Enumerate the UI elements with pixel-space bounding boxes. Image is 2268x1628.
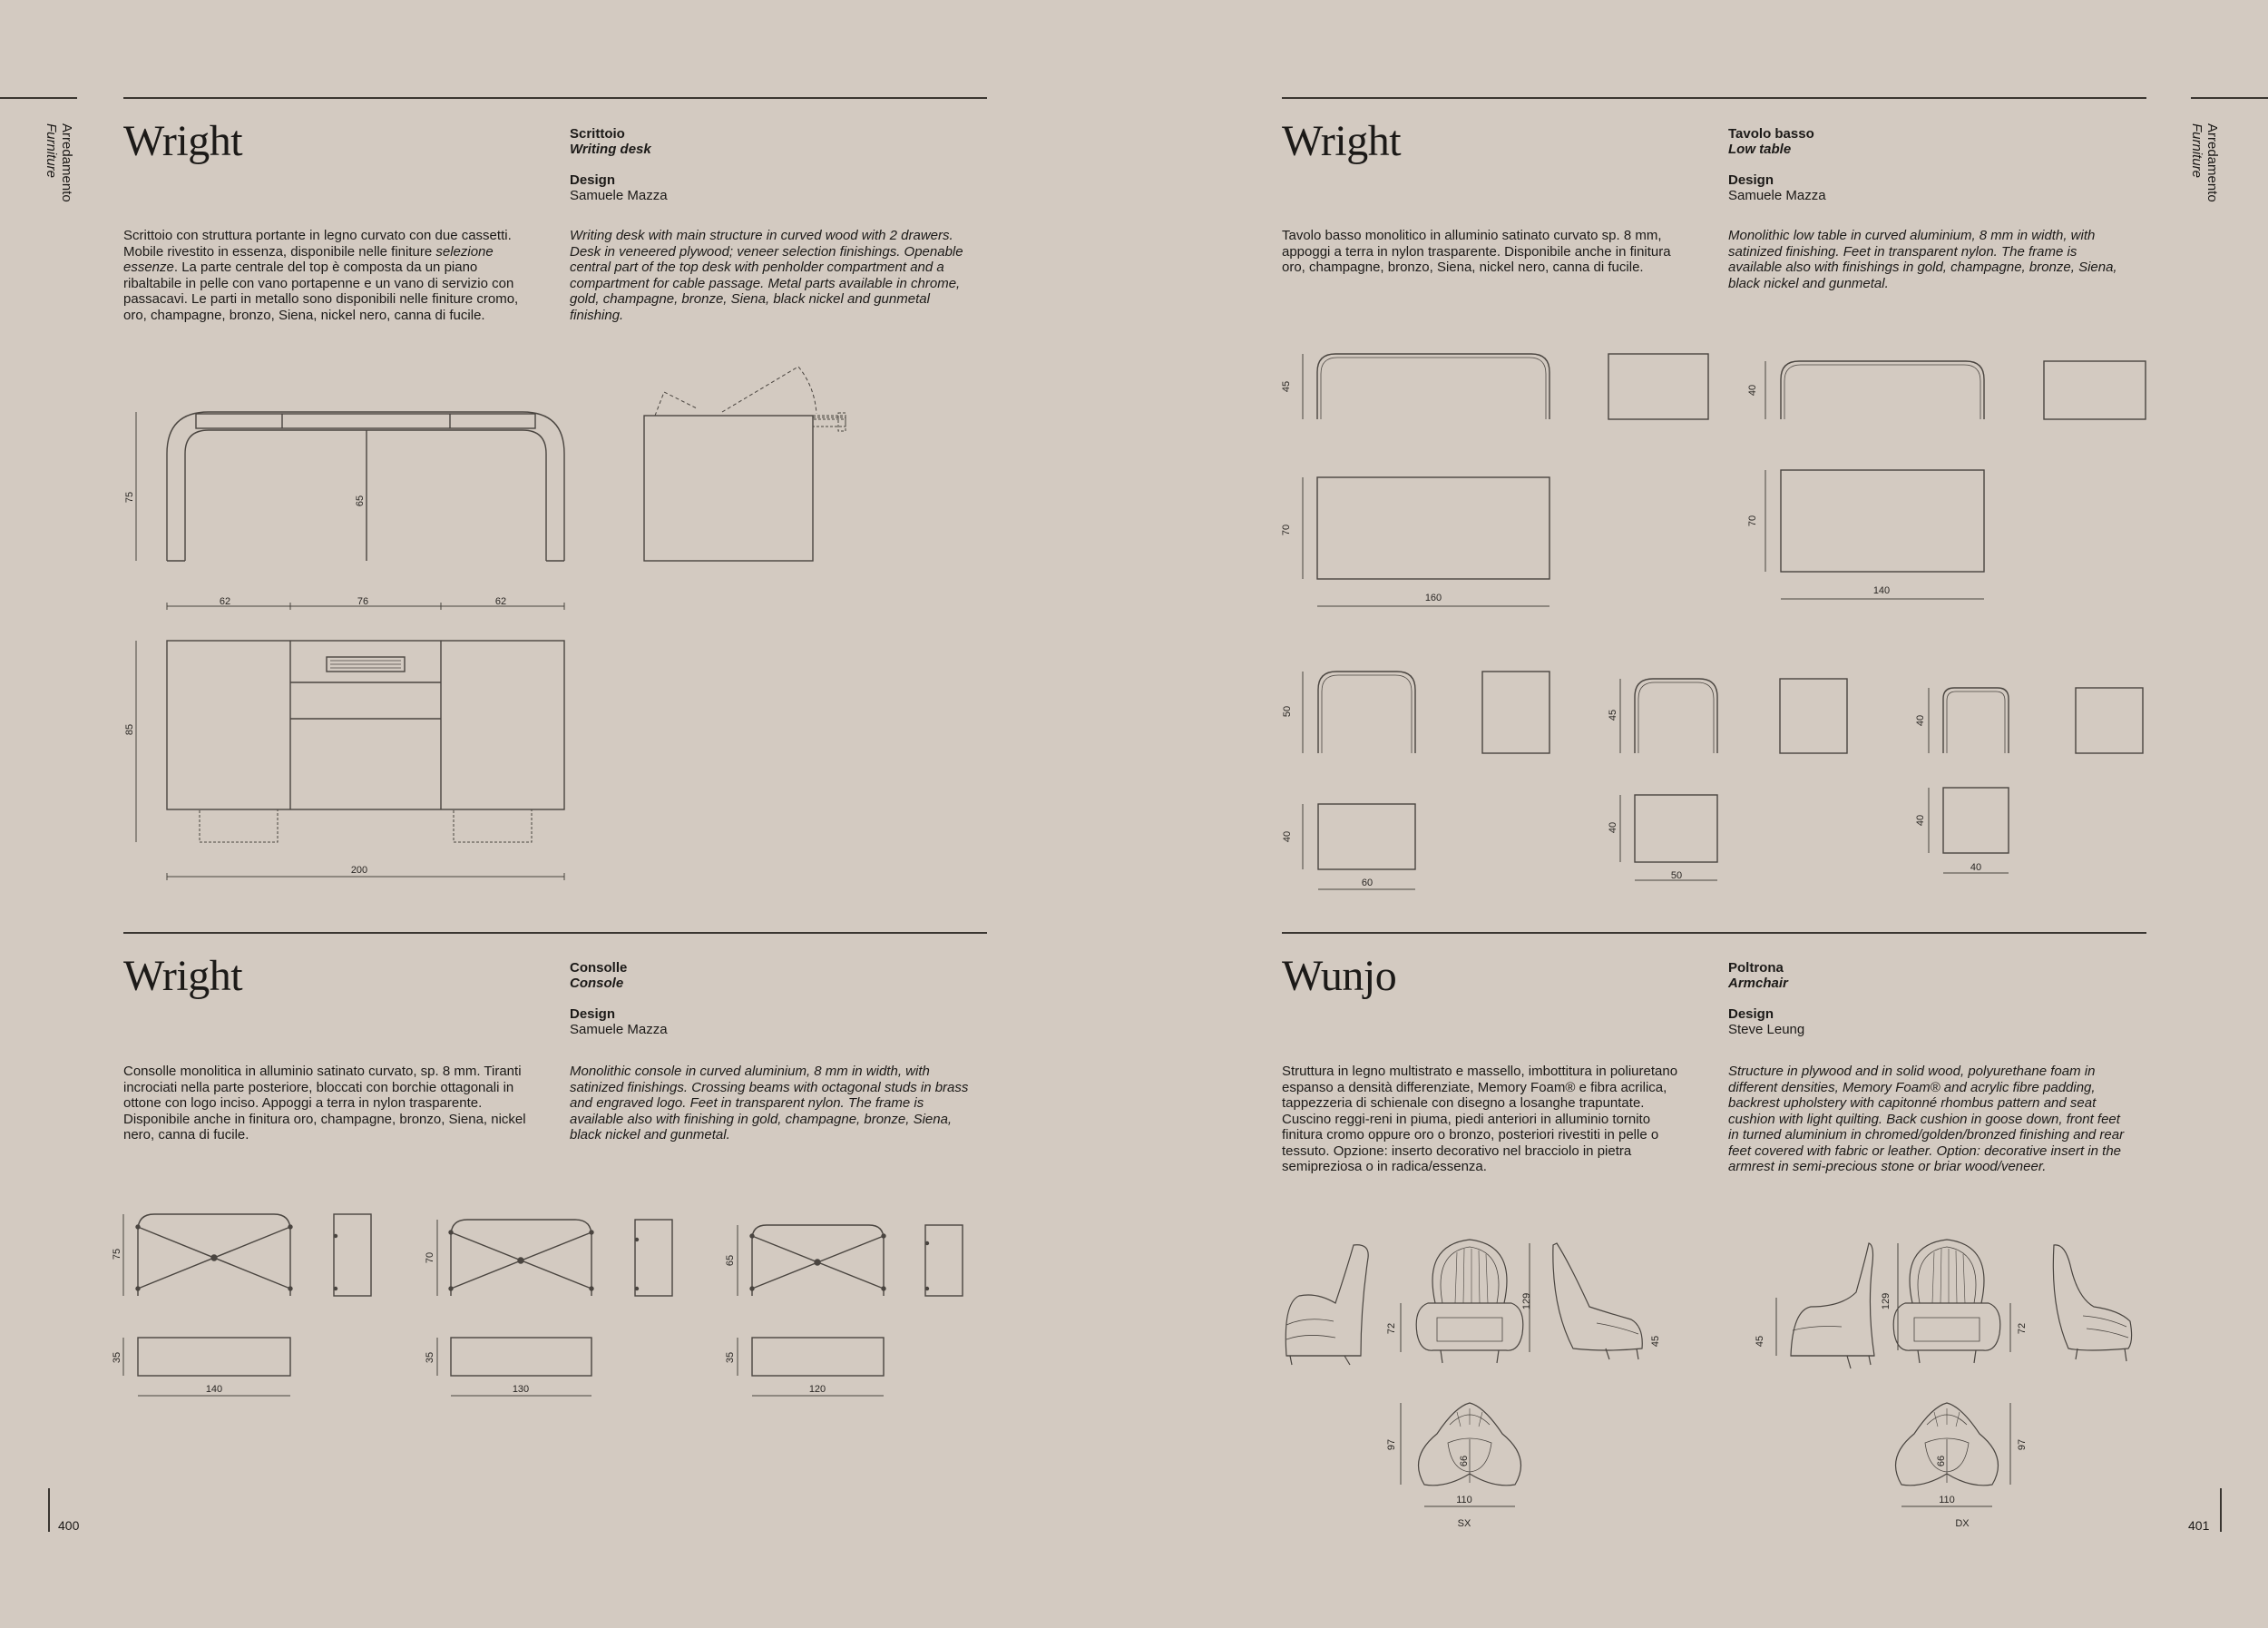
- desk-title: Wright: [123, 117, 243, 165]
- armchair-type-it: Poltrona: [1728, 960, 1784, 976]
- console-dim-a-h: 75: [112, 1248, 122, 1260]
- lowtable-dim-a-d: 70: [1281, 524, 1292, 536]
- lowtable-dim-a-h: 45: [1281, 380, 1292, 393]
- armchair-dx-drawings: [1776, 1240, 2132, 1506]
- side-label-it: Arredamento: [2204, 123, 2220, 202]
- console-dim-c-w: 120: [808, 1384, 826, 1395]
- console-dim-a-w: 140: [205, 1384, 223, 1395]
- desk-desc-it-b: . La parte centrale del top è composta da un piano ribaltabile in pelle con vano portapenne e un vano di servizio con passacavi. Le parti in metallo sono disponibili nelle finiture cromo, oro, champagne, bronzo, Siena, nickel nero, canna di fucile.: [123, 260, 519, 323]
- desk-desc-it-a: Scrittoio con struttura portante in legno curvato con due cassetti. Mobile rivestito in essenza, disponibile nelle finiture: [123, 228, 512, 260]
- armchair-dim-l97: 97: [1386, 1438, 1397, 1451]
- lowtable-c-drawing: [1303, 672, 1549, 889]
- lowtable-dim-d-d: 40: [1608, 821, 1618, 834]
- armchair-dim-r129: 129: [1881, 1292, 1892, 1310]
- lowtable-dim-e-d: 40: [1915, 814, 1926, 827]
- lowtable-type-en: Low table: [1728, 142, 1792, 157]
- desk-desc-it-em: selezione essenze: [123, 243, 494, 275]
- lowtable-dim-b-w: 140: [1872, 585, 1891, 596]
- desk-design-label: Design: [570, 172, 616, 188]
- console-type-it: Consolle: [570, 960, 628, 976]
- lowtable-design-label: Design: [1728, 172, 1774, 188]
- side-label-en: Furniture: [44, 123, 59, 179]
- desk-dim-w200: 200: [350, 865, 368, 876]
- armchair-dim-l72: 72: [1386, 1322, 1397, 1335]
- console-b-drawing: [437, 1220, 672, 1396]
- console-dim-b-w: 130: [512, 1384, 530, 1395]
- armchair-label-sx: SX: [1457, 1518, 1471, 1529]
- armchair-dim-r97: 97: [2017, 1438, 2028, 1451]
- armchair-type-en: Armchair: [1728, 976, 1788, 991]
- lowtable-title: Wright: [1282, 117, 1402, 165]
- armchair-dim-l110: 110: [1456, 1495, 1472, 1505]
- armchair-designer: Steve Leung: [1728, 1022, 1805, 1037]
- console-designer: Samuele Mazza: [570, 1022, 668, 1037]
- lowtable-a-drawing: [1303, 354, 1708, 606]
- lowtable-dim-b-h: 40: [1747, 384, 1758, 397]
- console-a-drawing: [123, 1214, 371, 1396]
- desk-dim-h65: 65: [355, 495, 366, 507]
- desk-type-it: Scrittoio: [570, 126, 625, 142]
- desk-front-view: [136, 412, 564, 610]
- desk-dim-w76: 76: [357, 596, 369, 607]
- console-description-en: Monolithic console in curved aluminium, 8 mm in width, with satinized finishings. Crossing beams with octagonal studs in brass and engraved logo. Feet in transparent nylon. The frame is available also with finishing in gold, champagne, bronze, Siena, black nickel and gunmetal.: [570, 1064, 969, 1143]
- lowtable-dim-d-h: 45: [1608, 709, 1618, 721]
- lowtable-designer: Samuele Mazza: [1728, 188, 1826, 203]
- armchair-dim-l66: 66: [1459, 1455, 1470, 1467]
- armchair-design-label: Design: [1728, 1006, 1774, 1022]
- lowtable-description-it: Tavolo basso monolitico in alluminio satinato curvato sp. 8 mm, appoggi a terra in nylon trasparente. Disponibile anche in finitura oro, champagne, bronzo, Siena, nickel nero, canna di fucile.: [1282, 228, 1671, 275]
- page-number-right: 401: [2188, 1518, 2210, 1533]
- console-title: Wright: [123, 952, 243, 1000]
- armchair-dim-r110: 110: [1939, 1495, 1955, 1505]
- desk-description-en: Writing desk with main structure in curved wood with 2 drawers. Desk in veneered plywood; veneer selection finishings. Openable central part of the top desk with penholder compartment and a compartment for cable passage. Metal parts available in chrome, gold, champagne, bronze, Siena, black nickel and gunmetal finishing.: [570, 228, 963, 323]
- lowtable-type-it: Tavolo basso: [1728, 126, 1814, 142]
- console-dim-c-d: 35: [725, 1351, 736, 1364]
- armchair-dim-r45: 45: [1755, 1335, 1765, 1348]
- console-dim-c-h: 65: [725, 1254, 736, 1267]
- desk-side-view: [644, 367, 846, 561]
- lowtable-dim-e-h: 40: [1915, 714, 1926, 727]
- armchair-label-dx: DX: [1955, 1518, 1970, 1529]
- lowtable-dim-d-w: 50: [1670, 870, 1683, 881]
- console-description-it: Consolle monolitica in alluminio satinato curvato, sp. 8 mm. Tiranti incrociati nella parte posteriore, bloccati con borchie ottagonali in ottone con logo inciso. Appoggi a terra in nylon trasparente. Disponibile anche in finitura oro, champagne, bronzo, Siena, nickel nero, canna di fucile.: [123, 1064, 526, 1143]
- armchair-description-it: Struttura in legno multistrato e massello, imbottitura in poliuretano espanso a densità differenziate, Memory Foam® e fibra acrilica, tappezzeria di schienale con disegno a losanghe trapuntate. Cuscino reggi-reni in piuma, piedi anteriori in alluminio tornito finitura cromo oppure oro o bronzo, posteriori rivestiti in pelle o tessuto. Opzione: inserto decorativo nel bracciolo in pietra semipreziosa o in radica/essenza.: [1282, 1064, 1678, 1174]
- desk-dim-w62b: 62: [494, 596, 507, 607]
- armchair-dim-r66: 66: [1936, 1455, 1947, 1467]
- armchair-dim-l129: 129: [1521, 1292, 1532, 1310]
- lowtable-b-drawing: [1765, 361, 2146, 599]
- lowtable-dim-c-w: 60: [1361, 878, 1374, 888]
- console-dim-b-d: 35: [425, 1351, 435, 1364]
- desk-dim-h75: 75: [124, 491, 135, 504]
- armchair-dim-l45: 45: [1650, 1335, 1661, 1348]
- lowtable-dim-e-w: 40: [1970, 862, 1982, 873]
- desk-dim-h85: 85: [124, 723, 135, 736]
- desk-type-en: Writing desk: [570, 142, 651, 157]
- console-design-label: Design: [570, 1006, 616, 1022]
- lowtable-d-drawing: [1620, 679, 1847, 880]
- desk-plan-view: [136, 641, 564, 880]
- console-dim-a-d: 35: [112, 1351, 122, 1364]
- console-type-en: Console: [570, 976, 624, 991]
- lowtable-dim-c-d: 40: [1282, 830, 1293, 843]
- side-label-en: Furniture: [2189, 123, 2204, 179]
- lowtable-e-drawing: [1929, 688, 2143, 873]
- lowtable-dim-c-h: 50: [1282, 705, 1293, 718]
- armchair-dim-r72: 72: [2017, 1322, 2028, 1335]
- lowtable-dim-a-w: 160: [1424, 593, 1442, 603]
- armchair-title: Wunjo: [1282, 952, 1397, 1000]
- armchair-description-en: Structure in plywood and in solid wood, polyurethane foam in different densities, Memory Foam® and acrylic fibre padding, backrest upholstery with capitonné rhombus pattern and seat cushion with light quilting. Back cushion in goose down, front feet in turned aluminium in chromed/golden/bronzed finishing and rear feet covered with fabric or leather. Option: decorative insert in the armrest in semi-precious stone or briar wood/veneer.: [1728, 1064, 2125, 1174]
- lowtable-description-en: Monolithic low table in curved aluminium, 8 mm in width, with satinized finishing. Feet in transparent nylon. The frame is available also with finishings in gold, champagne, bronze, Siena, black nickel and gunmetal.: [1728, 228, 2117, 291]
- console-c-drawing: [738, 1225, 963, 1396]
- lowtable-dim-b-d: 70: [1747, 515, 1758, 527]
- console-dim-b-h: 70: [425, 1251, 435, 1264]
- desk-dim-w62a: 62: [219, 596, 231, 607]
- page-number-left: 400: [58, 1518, 80, 1533]
- side-label-it: Arredamento: [59, 123, 74, 202]
- desk-designer: Samuele Mazza: [570, 188, 668, 203]
